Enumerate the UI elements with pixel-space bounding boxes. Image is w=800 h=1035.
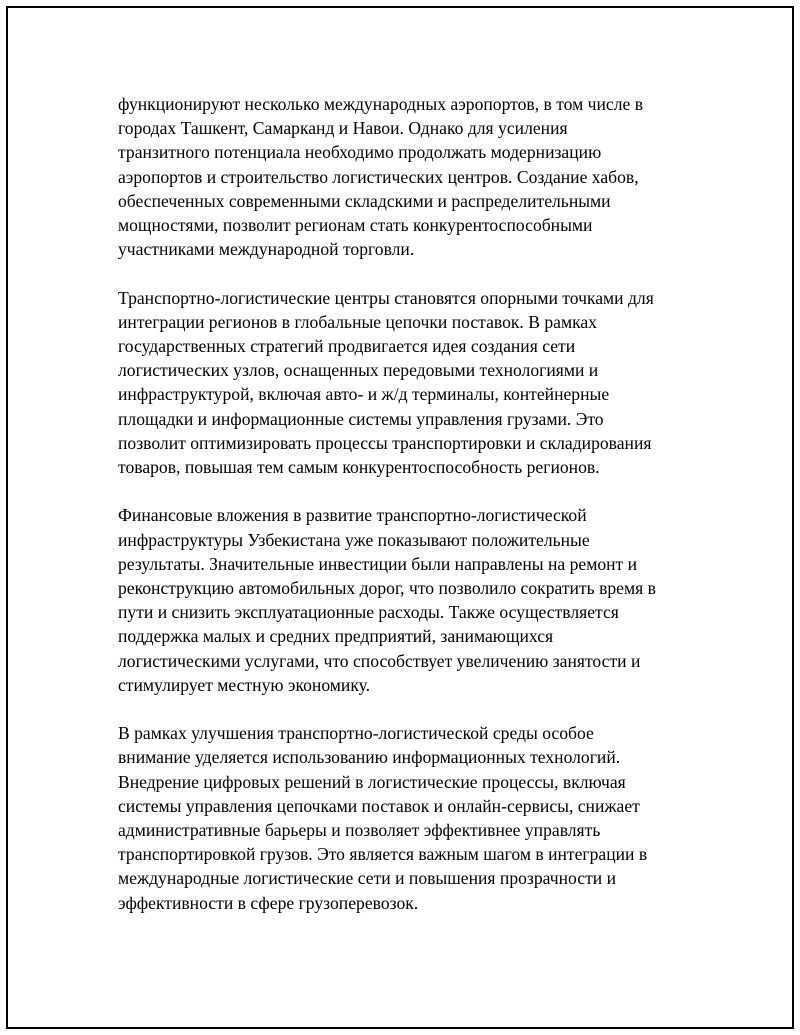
text-line: Транспортно-логистические центры становятся опорными точками для <box>118 287 654 308</box>
text-line: товаров, повышая тем самым конкурентоспособность регионов. <box>118 457 600 478</box>
text-line: эффективности в сфере грузоперевозок. <box>118 892 419 913</box>
paragraph-1 <box>118 92 690 261</box>
text-line: площадки и информационные системы управления грузами. Это <box>118 408 604 429</box>
text-line: функционируют несколько международных аэропортов, в том числе в <box>118 94 644 114</box>
text-line: международные логистические сети и повышения прозрачности и <box>118 868 617 889</box>
text-line: административные барьеры и позволяет эффективнее управлять <box>118 820 601 841</box>
text-line: инфраструктуры Узбекистана уже показывают положительные <box>118 529 590 550</box>
text-line: В рамках улучшения транспортно-логистической среды особое <box>118 723 594 744</box>
text-line: логистических узлов, оснащенных передовыми технологиями и <box>118 360 599 381</box>
text-line: Финансовые вложения в развитие транспортно-логистической <box>118 505 587 526</box>
text-line: интеграции регионов в глобальные цепочки поставок. В рамках <box>118 311 597 332</box>
document-body <box>118 92 690 939</box>
paragraph-3 <box>118 503 690 697</box>
text-line: обеспеченных современными складскими и распределительными <box>118 190 611 211</box>
text-line: транзитного потенциала необходимо продолжать модернизацию <box>118 142 602 163</box>
text-line: мощностями, позволит регионам стать конкурентоспособными <box>118 215 593 236</box>
text-line: результаты. Значительные инвестиции были направлены на ремонт и <box>118 553 638 574</box>
text-line: внимание уделяется использованию информационных технологий. <box>118 747 621 768</box>
text-line: системы управления цепочками поставок и онлайн-сервисы, снижает <box>118 795 640 816</box>
text-line: реконструкцию автомобильных дорог, что позволило сократить время в <box>118 578 656 599</box>
text-line: поддержка малых и средних предприятий, занимающихся <box>118 626 554 647</box>
text-line: государственных стратегий продвигается идея создания сети <box>118 336 576 357</box>
text-line: аэропортов и строительство логистических центров. Создание хабов, <box>118 166 639 187</box>
text-line: инфраструктурой, включая авто- и ж/д терминалы, контейнерные <box>118 384 610 405</box>
paragraph-2 <box>118 286 690 480</box>
text-line: логистическими услугами, что способствует увеличению занятости и <box>118 650 641 671</box>
text-line: Внедрение цифровых решений в логистические процессы, включая <box>118 771 626 792</box>
text-line: позволит оптимизировать процессы транспортировки и складирования <box>118 432 652 453</box>
text-line: транспортировкой грузов. Это является важным шагом в интеграции в <box>118 844 648 865</box>
text-line: пути и снизить эксплуатационные расходы. Также осуществляется <box>118 602 619 623</box>
paragraph-4 <box>118 721 690 915</box>
text-line: участниками международной торговли. <box>118 239 415 260</box>
text-line: стимулирует местную экономику. <box>118 674 371 695</box>
text-line: городах Ташкент, Самарканд и Навои. Однако для усиления <box>118 118 568 139</box>
